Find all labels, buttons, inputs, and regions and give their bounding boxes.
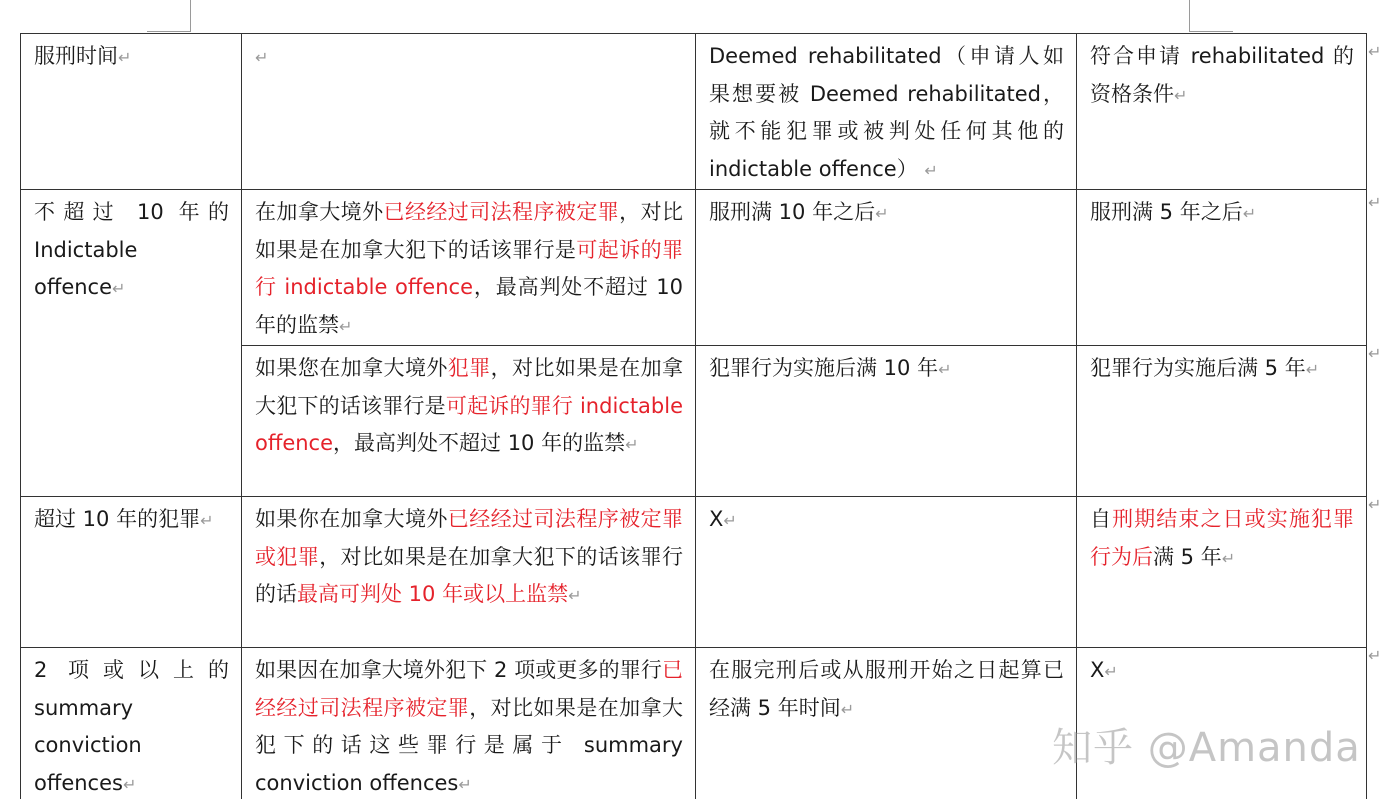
- row1a-red-1: 已经经过司法程序被定罪: [383, 200, 620, 224]
- row3-deemed-cell[interactable]: [696, 648, 1077, 799]
- row1b-text-1: 如果您在加拿大境外: [255, 356, 448, 380]
- row2-label-cell[interactable]: [21, 497, 242, 648]
- row2: [21, 497, 1367, 648]
- row1b-red-1: 犯罪: [447, 356, 491, 380]
- header-cell-deemed[interactable]: [696, 34, 1077, 190]
- row1b-text-2: ，对比如果是在加拿大犯下的话该罪行是: [255, 356, 684, 418]
- row3-text-1: 如果因在加拿大境外犯下 2 项或更多的罪行: [255, 658, 662, 682]
- row-end-mark-icon: ↵: [1368, 42, 1382, 61]
- row1b-red-2: 可起诉的罪行 indictable offence: [255, 393, 684, 455]
- row3-eligible-text: X: [1090, 658, 1105, 682]
- zhihu-watermark: 知乎 @Amanda: [1052, 725, 1361, 771]
- row1a-red-2: 可起诉的罪行 indictable offence: [255, 237, 684, 299]
- row2-text-2: ，对比如果是在加拿大犯下的话该罪行的话: [255, 544, 684, 606]
- header-deemed-text: Deemed rehabilitated（申请人如果想要被 Deemed rehabilitated，就不能犯罪或被判处任何其他的 indictable offence）: [709, 44, 1064, 181]
- crop-mark-top-right: [1189, 0, 1233, 32]
- row2-eligible-cell[interactable]: [1077, 497, 1367, 648]
- row3-deemed-text: 在服完刑后或从服刑开始之日起算已经满 5 年时间: [709, 658, 1064, 720]
- row1a-description-cell[interactable]: [242, 190, 696, 346]
- row1b-eligible-cell[interactable]: [1077, 346, 1367, 497]
- row3-text-2: ，对比如果是在加拿大犯下的话这些罪行是属于 summary conviction offences: [255, 695, 684, 795]
- row2-red-2: 最高可判处 10 年或以上监禁: [297, 582, 569, 606]
- paragraph-mark-icon: ↵: [1174, 85, 1188, 105]
- row1a-text-1: 在加拿大境外: [255, 200, 384, 224]
- row-end-mark-icon: ↵: [1368, 193, 1382, 212]
- row2-description-cell[interactable]: [242, 497, 696, 648]
- row2-eligible-red: 刑期结束之日或实施犯罪行为后: [1090, 507, 1355, 569]
- paragraph-mark-icon: ↵: [1305, 360, 1320, 379]
- paragraph-mark-icon: ↵: [840, 699, 855, 719]
- row1a-text-2: ，对比如果是在加拿大犯下的话该罪行是: [255, 200, 684, 262]
- row2-eligible-text-1: 自: [1090, 507, 1113, 531]
- rehabilitation-table: [20, 33, 1367, 799]
- row3-description-cell[interactable]: [242, 648, 696, 799]
- paragraph-mark-icon: ↵: [118, 48, 132, 67]
- row-end-mark-icon: ↵: [1368, 646, 1382, 665]
- row1a-eligible-cell[interactable]: [1077, 190, 1367, 346]
- header-duration-text: 服刑时间: [34, 44, 118, 68]
- row1-label-text: 不超过 10 年的 Indictable offence: [34, 200, 229, 299]
- row1b-text-3: ，最高判处不超过 10 年的监禁: [333, 431, 626, 455]
- row3-label-cell[interactable]: [21, 648, 242, 799]
- header-cell-eligible[interactable]: [1077, 34, 1367, 190]
- row2-text-1: 如果你在加拿大境外: [255, 507, 448, 531]
- paragraph-mark-icon: ↵: [122, 774, 137, 794]
- header-eligible-text: 符合申请 rehabilitated 的资格条件: [1090, 44, 1354, 106]
- row1a-text-3: ，最高判处不超过 10 年的监禁: [255, 275, 684, 337]
- header-row: [21, 34, 1367, 190]
- paragraph-mark-icon: ↵: [1104, 662, 1118, 681]
- row1a-deemed-text: 服刑满 10 年之后: [709, 200, 876, 224]
- paragraph-mark-icon: ↵: [255, 48, 269, 67]
- row1-label-cell[interactable]: [21, 190, 242, 497]
- paragraph-mark-icon: ↵: [723, 511, 737, 530]
- row3-red-1: 已经经过司法程序被定罪: [255, 658, 683, 720]
- row3-label-text: 2 项或以上的 summary conviction offences: [34, 658, 229, 795]
- header-cell-blank[interactable]: [242, 34, 696, 190]
- row1a-deemed-cell[interactable]: [696, 190, 1077, 346]
- paragraph-mark-icon: ↵: [568, 586, 582, 605]
- paragraph-mark-icon: ↵: [112, 279, 126, 298]
- paragraph-mark-icon: ↵: [1242, 204, 1257, 223]
- paragraph-mark-icon: ↵: [938, 360, 952, 379]
- row1b-deemed-cell[interactable]: [696, 346, 1077, 497]
- paragraph-mark-icon: ↵: [200, 511, 214, 530]
- paragraph-mark-icon: ↵: [924, 160, 938, 180]
- clipped-next-line: [290, 792, 1190, 799]
- row2-label-text: 超过 10 年的犯罪: [34, 507, 201, 531]
- paragraph-mark-icon: ↵: [1221, 548, 1236, 568]
- paragraph-mark-icon: ↵: [625, 435, 639, 454]
- paragraph-mark-icon: ↵: [458, 774, 472, 794]
- paragraph-mark-icon: ↵: [875, 204, 889, 223]
- row-end-mark-icon: ↵: [1368, 344, 1382, 363]
- crop-mark-top-left: [147, 0, 191, 32]
- header-cell-duration[interactable]: [21, 34, 242, 190]
- row2-red-1: 已经经过司法程序被定罪或犯罪: [255, 507, 684, 569]
- row2-eligible-text-2: 满 5 年: [1153, 544, 1222, 569]
- paragraph-mark-icon: ↵: [339, 316, 353, 336]
- row2-deemed-cell[interactable]: [696, 497, 1077, 648]
- row1b-eligible-text: 犯罪行为实施后满 5 年: [1090, 356, 1306, 380]
- row-end-mark-icon: ↵: [1368, 495, 1382, 514]
- row1a: [21, 190, 1367, 346]
- row1b-deemed-text: 犯罪行为实施后满 10 年: [709, 356, 939, 380]
- row1b-description-cell[interactable]: [242, 346, 696, 497]
- row1a-eligible-text: 服刑满 5 年之后: [1090, 200, 1243, 224]
- row2-deemed-text: X: [709, 507, 724, 531]
